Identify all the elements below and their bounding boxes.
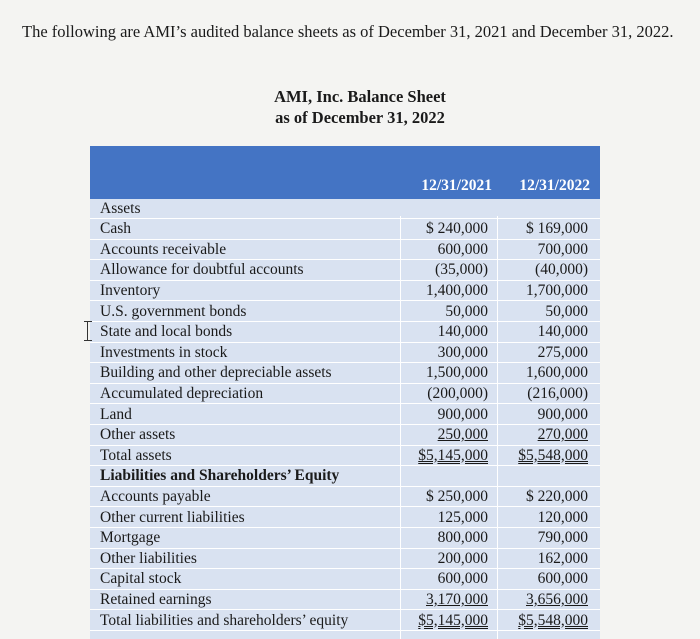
- value-2022: 270,000: [537, 426, 588, 444]
- table-row: [90, 611, 600, 632]
- value-2021: 900,000: [437, 405, 488, 423]
- table-row: [90, 425, 600, 446]
- value-2021: 300,000: [437, 343, 488, 361]
- table-row: [90, 508, 600, 529]
- row-label: Inventory: [100, 281, 161, 299]
- row-label: Retained earnings: [100, 590, 212, 608]
- table-row: [90, 569, 600, 590]
- table-row: [90, 549, 600, 570]
- value-2022: 275,000: [537, 343, 588, 361]
- row-label: Other liabilities: [100, 549, 197, 567]
- table-row: [90, 302, 600, 323]
- row-label: Cash: [100, 220, 131, 238]
- value-2021: $ 240,000: [426, 220, 488, 238]
- value-2021: 1,400,000: [426, 281, 488, 299]
- value-2021: (35,000): [435, 261, 488, 279]
- table-row: [90, 590, 600, 611]
- table-row: [90, 219, 600, 240]
- value-2021: 250,000: [437, 426, 488, 444]
- row-label: Investments in stock: [100, 343, 228, 361]
- intro-text: The following are AMI’s audited balance sheets as of December 31, 2021 and December 31, 2022.: [22, 22, 674, 41]
- table-row: [90, 384, 600, 405]
- value-2022: 1,600,000: [526, 364, 588, 382]
- row-label: Capital stock: [100, 570, 182, 588]
- value-2021: 800,000: [437, 529, 488, 547]
- value-2022: 120,000: [537, 508, 588, 526]
- value-2022: 790,000: [537, 529, 588, 547]
- value-2022: (216,000): [527, 384, 588, 402]
- value-2022: $5,548,000: [518, 611, 588, 629]
- row-label: U.S. government bonds: [100, 302, 247, 320]
- row-label: Other current liabilities: [100, 508, 245, 526]
- value-2022: $ 169,000: [526, 220, 588, 238]
- column-header-2021: 12/31/2021: [421, 177, 492, 194]
- row-label: State and local bonds: [100, 323, 233, 341]
- row-label: Other assets: [100, 426, 176, 444]
- sheet-title: AMI, Inc. Balance Sheet: [274, 87, 446, 106]
- value-2022: (40,000): [535, 261, 588, 279]
- row-label: Total assets: [100, 446, 172, 464]
- row-label: Accumulated depreciation: [100, 384, 264, 402]
- value-2022: 1,700,000: [526, 281, 588, 299]
- value-2021: 125,000: [437, 508, 488, 526]
- value-2021: 50,000: [445, 302, 488, 320]
- row-label: Land: [100, 405, 132, 423]
- value-2022: 162,000: [537, 549, 588, 567]
- value-2021: 600,000: [437, 570, 488, 588]
- value-2022: 50,000: [545, 302, 588, 320]
- row-label: Liabilities and Shareholders’ Equity: [100, 467, 340, 485]
- value-2021: 1,500,000: [426, 364, 488, 382]
- table-row: [90, 446, 600, 467]
- row-separator: [90, 630, 600, 631]
- value-2022: $ 220,000: [526, 487, 588, 505]
- column-header-2022: 12/31/2022: [519, 177, 590, 194]
- row-label: Accounts payable: [100, 487, 211, 505]
- value-2021: $5,145,000: [418, 446, 488, 464]
- value-2021: 600,000: [437, 240, 488, 258]
- row-label: Building and other depreciable assets: [100, 364, 332, 382]
- table-row: [90, 260, 600, 281]
- value-2021: 140,000: [437, 323, 488, 341]
- value-2022: 600,000: [537, 570, 588, 588]
- row-label: Total liabilities and shareholders’ equity: [100, 611, 349, 629]
- sheet-subtitle: as of December 31, 2022: [275, 108, 445, 127]
- row-label: Assets: [100, 199, 141, 217]
- table-row: [90, 363, 600, 384]
- table-row: [90, 322, 600, 343]
- value-2022: 3,656,000: [526, 590, 588, 608]
- row-label: Accounts receivable: [100, 240, 227, 258]
- row-label: Allowance for doubtful accounts: [100, 261, 304, 279]
- table-row: [90, 528, 600, 549]
- value-2022: 700,000: [537, 240, 588, 258]
- value-2022: 140,000: [537, 323, 588, 341]
- value-2021: 200,000: [437, 549, 488, 567]
- value-2021: 3,170,000: [426, 590, 488, 608]
- value-2022: $5,548,000: [518, 446, 588, 464]
- table-row: [90, 487, 600, 508]
- value-2022: 900,000: [537, 405, 588, 423]
- table-row: [90, 281, 600, 302]
- row-label: Mortgage: [100, 529, 161, 547]
- value-2021: (200,000): [427, 384, 488, 402]
- value-2021: $5,145,000: [418, 611, 488, 629]
- table-row: [90, 199, 600, 220]
- value-2021: $ 250,000: [426, 487, 488, 505]
- table-row: [90, 466, 600, 487]
- table-row: [90, 405, 600, 426]
- table-row: [90, 343, 600, 364]
- text-cursor-icon: [87, 321, 96, 341]
- table-row: [90, 240, 600, 261]
